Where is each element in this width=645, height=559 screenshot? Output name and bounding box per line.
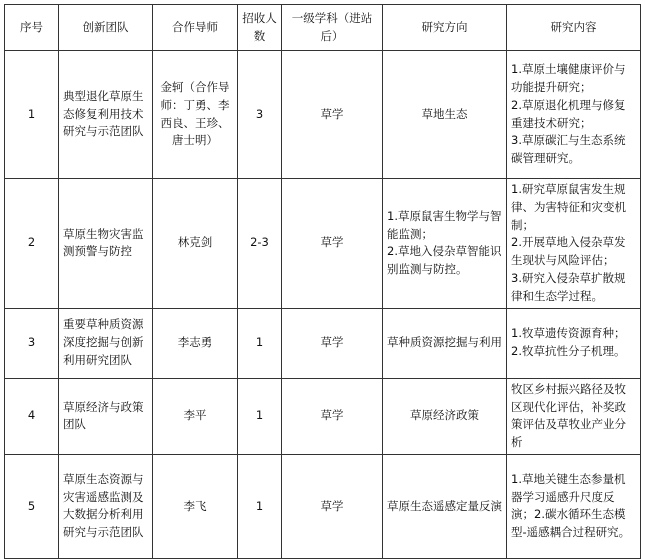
row-count: 1 xyxy=(238,308,282,378)
row-mentor: 李志勇 xyxy=(153,308,238,378)
direction-line: 2.草地入侵杂草智能识别监测与防控。 xyxy=(387,244,502,277)
table-row xyxy=(5,51,641,179)
direction-line: 1.草原鼠害生物学与智能监测； xyxy=(387,208,502,241)
header-team: 创新团队 xyxy=(59,5,153,51)
row-team: 典型退化草原生态修复利用技术研究与示范团队 xyxy=(59,51,153,179)
row-no: 5 xyxy=(5,454,59,558)
row-mentor: 李平 xyxy=(153,378,238,454)
row-direction: 草原经济政策 xyxy=(383,378,507,454)
table-row xyxy=(5,378,641,454)
row-no: 1 xyxy=(5,51,59,179)
row-discipline: 草学 xyxy=(282,378,383,454)
content-line: 3.草原碳汇与生态系统碳管理研究。 xyxy=(511,133,626,166)
recruitment-table xyxy=(4,4,641,559)
header-no: 序号 xyxy=(5,5,59,51)
header-discipline: 一级学科（进站后） xyxy=(282,5,383,51)
row-direction: 草地生态 xyxy=(383,51,507,179)
row-content xyxy=(507,308,641,378)
row-content xyxy=(507,51,641,179)
table-row xyxy=(5,454,641,558)
header-content: 研究内容 xyxy=(507,5,641,51)
row-discipline: 草学 xyxy=(282,454,383,558)
row-discipline: 草学 xyxy=(282,308,383,378)
header-direction: 研究方向 xyxy=(383,5,507,51)
content-line: 1.研究草原鼠害发生规律、为害特征和灾变机制； xyxy=(511,182,626,232)
content-line: 1.草原土壤健康评价与功能提升研究； xyxy=(511,62,626,94)
content-line: 2.牧草抗性分子机理。 xyxy=(511,344,626,359)
row-count: 3 xyxy=(238,51,282,179)
row-no: 4 xyxy=(5,378,59,454)
row-direction: 草种质资源挖掘与利用 xyxy=(383,308,507,378)
header-count: 招收人数 xyxy=(238,5,282,51)
row-content: 牧区乡村振兴路径及牧区现代化评估，补奖政策评估及草牧业产业分析 xyxy=(507,378,641,454)
row-count: 1 xyxy=(238,378,282,454)
row-direction: 草原生态遥感定量反演 xyxy=(383,454,507,558)
header-row xyxy=(5,5,641,51)
row-discipline: 草学 xyxy=(282,51,383,179)
row-mentor: 李飞 xyxy=(153,454,238,558)
row-mentor: 林克剑 xyxy=(153,179,238,309)
row-content: 1.草地关键生态参量机器学习遥感升尺度反演；2.碳水循环生态模型-遥感耦合过程研究。 xyxy=(507,454,641,558)
row-team: 草原生态资源与灾害遥感监测及大数据分析利用研究与示范团队 xyxy=(59,454,153,558)
row-content xyxy=(507,179,641,309)
row-discipline: 草学 xyxy=(282,179,383,309)
row-no: 3 xyxy=(5,308,59,378)
row-team: 草原生物灾害监测预警与防控 xyxy=(59,179,153,309)
content-line: 1.牧草遗传资源育种； xyxy=(511,326,626,341)
row-count: 2-3 xyxy=(238,179,282,309)
header-mentor: 合作导师 xyxy=(153,5,238,51)
row-no: 2 xyxy=(5,179,59,309)
row-mentor: 金轲（合作导师：丁勇、李西良、王珍、唐士明） xyxy=(153,51,238,179)
row-direction xyxy=(383,179,507,309)
content-line: 2.开展草地入侵杂草发生现状与风险评估； xyxy=(511,235,626,268)
row-team: 草原经济与政策团队 xyxy=(59,378,153,454)
table-row xyxy=(5,179,641,309)
row-count: 1 xyxy=(238,454,282,558)
content-line: 2.草原退化机理与修复重建技术研究； xyxy=(511,97,626,130)
row-team: 重要草种质资源深度挖掘与创新利用研究团队 xyxy=(59,308,153,378)
content-line: 3.研究入侵杂草扩散规律和生态学过程。 xyxy=(511,271,626,303)
table-row xyxy=(5,308,641,378)
